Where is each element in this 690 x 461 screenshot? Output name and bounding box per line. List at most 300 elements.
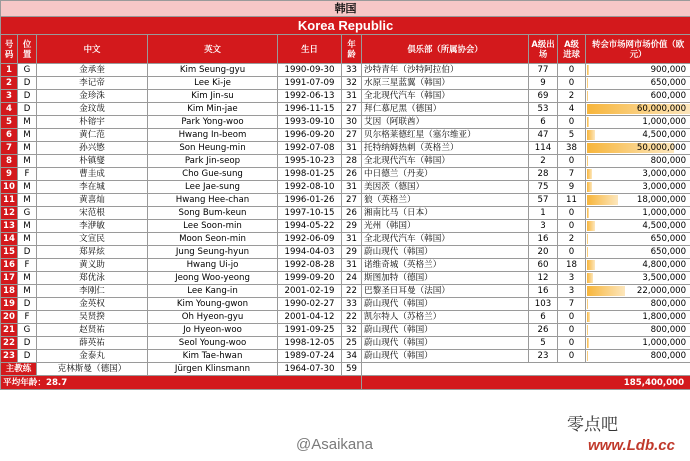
player-number: 2	[1, 77, 18, 90]
player-dob: 1989-07-24	[278, 350, 342, 363]
player-goals: 0	[558, 155, 586, 168]
player-row	[1, 285, 690, 298]
player-value	[586, 103, 690, 116]
player-en: Kim Seung-gyu	[148, 64, 278, 77]
weibo-watermark: @Asaikana	[296, 436, 373, 453]
header-cn: 中文	[37, 35, 148, 64]
player-dob: 1992-06-09	[278, 233, 342, 246]
player-row	[1, 324, 690, 337]
value-text: 650,000	[650, 247, 687, 257]
player-caps: 53	[529, 103, 558, 116]
player-value	[586, 194, 690, 207]
player-dob: 1990-02-27	[278, 298, 342, 311]
player-number: 16	[1, 259, 18, 272]
value-text: 4,500,000	[642, 221, 687, 231]
coach-blank	[362, 363, 690, 376]
player-pos: D	[18, 337, 37, 350]
player-dob: 1993-09-10	[278, 116, 342, 129]
player-age: 32	[342, 77, 362, 90]
header-row	[1, 35, 690, 64]
player-pos: M	[18, 116, 37, 129]
player-age: 22	[342, 311, 362, 324]
player-caps: 114	[529, 142, 558, 155]
header-dob: 生日	[278, 35, 342, 64]
value-text: 3,000,000	[642, 182, 687, 192]
player-age: 26	[342, 168, 362, 181]
player-number: 4	[1, 103, 18, 116]
value-bar	[587, 221, 595, 231]
value-text: 4,500,000	[642, 130, 687, 140]
player-caps: 47	[529, 129, 558, 142]
player-en: Park Yong-woo	[148, 116, 278, 129]
player-goals: 2	[558, 233, 586, 246]
player-caps: 6	[529, 116, 558, 129]
value-bar	[587, 91, 588, 101]
player-age: 31	[342, 233, 362, 246]
player-goals: 0	[558, 246, 586, 259]
value-text: 18,000,000	[636, 195, 687, 205]
value-bar	[587, 273, 593, 283]
player-club: 艾因（阿联酋）	[362, 116, 529, 129]
header-no: 号码	[1, 35, 18, 64]
player-dob: 2001-04-12	[278, 311, 342, 324]
player-dob: 1996-01-26	[278, 194, 342, 207]
total-value: 185,400,000	[362, 376, 690, 390]
value-text: 650,000	[650, 78, 687, 88]
player-pos: M	[18, 129, 37, 142]
player-row	[1, 77, 690, 90]
player-cn: 赵贤祐	[37, 324, 148, 337]
player-row	[1, 350, 690, 363]
player-cn: 金玟哉	[37, 103, 148, 116]
value-bar	[587, 182, 592, 192]
player-number: 15	[1, 246, 18, 259]
player-club: 拜仁慕尼黑（德国）	[362, 103, 529, 116]
player-pos: D	[18, 103, 37, 116]
player-club: 狼（英格兰）	[362, 194, 529, 207]
player-age: 27	[342, 194, 362, 207]
player-cn: 黄喜灿	[37, 194, 148, 207]
player-dob: 1992-07-08	[278, 142, 342, 155]
player-number: 10	[1, 181, 18, 194]
player-caps: 9	[529, 77, 558, 90]
player-goals: 3	[558, 285, 586, 298]
value-text: 1,800,000	[642, 312, 687, 322]
footer-row	[1, 376, 690, 390]
player-caps: 69	[529, 90, 558, 103]
value-text: 1,000,000	[642, 338, 687, 348]
player-value	[586, 90, 690, 103]
player-caps: 75	[529, 181, 558, 194]
player-caps: 1	[529, 207, 558, 220]
player-pos: D	[18, 77, 37, 90]
player-dob: 2001-02-19	[278, 285, 342, 298]
player-row	[1, 155, 690, 168]
header-goals: A级进球	[558, 35, 586, 64]
player-age: 24	[342, 272, 362, 285]
player-pos: D	[18, 350, 37, 363]
player-cn: 金承奎	[37, 64, 148, 77]
player-en: Lee Ki-je	[148, 77, 278, 90]
player-age: 34	[342, 350, 362, 363]
player-pos: G	[18, 207, 37, 220]
player-number: 14	[1, 233, 18, 246]
player-cn: 黄义助	[37, 259, 148, 272]
value-bar	[587, 325, 588, 335]
player-pos: D	[18, 246, 37, 259]
player-club: 光州（韩国）	[362, 220, 529, 233]
player-value	[586, 116, 690, 129]
value-bar	[587, 260, 595, 270]
player-en: Kim Tae-hwan	[148, 350, 278, 363]
player-dob: 1991-09-25	[278, 324, 342, 337]
player-age: 28	[342, 155, 362, 168]
player-value	[586, 324, 690, 337]
player-number: 6	[1, 129, 18, 142]
player-goals: 11	[558, 194, 586, 207]
player-caps: 16	[529, 233, 558, 246]
player-value	[586, 142, 690, 155]
value-bar	[587, 65, 589, 75]
value-bar	[587, 338, 589, 348]
player-number: 20	[1, 311, 18, 324]
player-number: 7	[1, 142, 18, 155]
player-value	[586, 233, 690, 246]
player-en: Kim Young-gwon	[148, 298, 278, 311]
player-value	[586, 350, 690, 363]
player-value	[586, 155, 690, 168]
coach-dob: 1964-07-30	[278, 363, 342, 376]
player-row	[1, 311, 690, 324]
player-row	[1, 129, 690, 142]
value-bar	[587, 78, 588, 88]
player-goals: 0	[558, 324, 586, 337]
player-age: 33	[342, 64, 362, 77]
header-age: 年龄	[342, 35, 362, 64]
player-value	[586, 272, 690, 285]
player-row	[1, 194, 690, 207]
player-caps: 60	[529, 259, 558, 272]
player-age: 32	[342, 324, 362, 337]
header-pos: 位置	[18, 35, 37, 64]
player-goals: 0	[558, 77, 586, 90]
player-number: 17	[1, 272, 18, 285]
coach-age: 59	[342, 363, 362, 376]
player-caps: 57	[529, 194, 558, 207]
player-number: 1	[1, 64, 18, 77]
player-value	[586, 168, 690, 181]
value-text: 50,000,000	[636, 143, 687, 153]
player-en: Hwang Hee-chan	[148, 194, 278, 207]
value-text: 800,000	[650, 156, 687, 166]
player-en: Hwang Ui-jo	[148, 259, 278, 272]
player-club: 湘南比马（日本）	[362, 207, 529, 220]
value-bar	[587, 208, 589, 218]
player-en: Kim Jin-su	[148, 90, 278, 103]
player-number: 9	[1, 168, 18, 181]
player-age: 33	[342, 298, 362, 311]
player-club: 美因茨（德国）	[362, 181, 529, 194]
player-number: 18	[1, 285, 18, 298]
player-goals: 3	[558, 272, 586, 285]
player-dob: 1992-06-13	[278, 90, 342, 103]
player-number: 23	[1, 350, 18, 363]
player-club: 诺维奇城（英格兰）	[362, 259, 529, 272]
player-dob: 1999-09-20	[278, 272, 342, 285]
player-cn: 金泰丸	[37, 350, 148, 363]
player-cn: 曹圭成	[37, 168, 148, 181]
player-pos: F	[18, 311, 37, 324]
player-cn: 李在城	[37, 181, 148, 194]
player-row	[1, 181, 690, 194]
player-club: 蔚山现代（韩国）	[362, 246, 529, 259]
player-row	[1, 207, 690, 220]
player-club: 贝尔格莱德红星（塞尔维亚）	[362, 129, 529, 142]
value-bar	[587, 195, 618, 205]
player-en: Son Heung-min	[148, 142, 278, 155]
player-cn: 金珍洙	[37, 90, 148, 103]
player-value	[586, 285, 690, 298]
value-text: 800,000	[650, 325, 687, 335]
value-bar	[587, 312, 590, 322]
player-caps: 77	[529, 64, 558, 77]
player-value	[586, 220, 690, 233]
player-age: 31	[342, 259, 362, 272]
player-row	[1, 298, 690, 311]
player-club: 蔚山现代（韩国）	[362, 324, 529, 337]
player-en: Cho Gue-sung	[148, 168, 278, 181]
player-goals: 0	[558, 64, 586, 77]
player-goals: 4	[558, 103, 586, 116]
player-age: 31	[342, 90, 362, 103]
player-club: 蔚山现代（韩国）	[362, 350, 529, 363]
player-caps: 28	[529, 168, 558, 181]
player-pos: M	[18, 155, 37, 168]
value-text: 1,000,000	[642, 208, 687, 218]
player-value	[586, 207, 690, 220]
player-cn: 薛英祐	[37, 337, 148, 350]
player-club: 凯尔特人（苏格兰）	[362, 311, 529, 324]
value-bar	[587, 156, 588, 166]
site-watermark-url: www.Ldb.cc	[588, 437, 675, 454]
player-club: 水原三星蓝翼（韩国）	[362, 77, 529, 90]
header-en: 英文	[148, 35, 278, 64]
player-cn: 孙兴慜	[37, 142, 148, 155]
value-text: 4,800,000	[642, 260, 687, 270]
player-caps: 26	[529, 324, 558, 337]
player-pos: M	[18, 194, 37, 207]
player-en: Jo Hyeon-woo	[148, 324, 278, 337]
player-age: 26	[342, 207, 362, 220]
player-row	[1, 64, 690, 77]
player-value	[586, 337, 690, 350]
player-row	[1, 233, 690, 246]
player-caps: 3	[529, 220, 558, 233]
player-goals: 5	[558, 129, 586, 142]
player-goals: 18	[558, 259, 586, 272]
coach-cn: 克林斯曼（德国）	[37, 363, 148, 376]
title-cn-row	[1, 1, 690, 17]
player-number: 22	[1, 337, 18, 350]
player-goals: 0	[558, 207, 586, 220]
value-text: 800,000	[650, 351, 687, 361]
title-cn: 韩国	[1, 1, 690, 17]
player-caps: 20	[529, 246, 558, 259]
player-value	[586, 64, 690, 77]
player-number: 12	[1, 207, 18, 220]
player-pos: M	[18, 285, 37, 298]
player-value	[586, 246, 690, 259]
player-number: 8	[1, 155, 18, 168]
player-age: 29	[342, 246, 362, 259]
player-cn: 黄仁范	[37, 129, 148, 142]
player-caps: 16	[529, 285, 558, 298]
player-dob: 1996-09-20	[278, 129, 342, 142]
value-bar	[587, 286, 625, 296]
player-value	[586, 181, 690, 194]
player-cn: 郑昇炫	[37, 246, 148, 259]
player-en: Moon Seon-min	[148, 233, 278, 246]
header-club: 俱乐部（所属协会）	[362, 35, 529, 64]
player-en: Jung Seung-hyun	[148, 246, 278, 259]
player-pos: M	[18, 142, 37, 155]
player-en: Lee Jae-sung	[148, 181, 278, 194]
player-age: 25	[342, 337, 362, 350]
player-number: 21	[1, 324, 18, 337]
coach-en: Jürgen Klinsmann	[148, 363, 278, 376]
value-bar	[587, 247, 588, 257]
player-en: Hwang In-beom	[148, 129, 278, 142]
player-goals: 38	[558, 142, 586, 155]
coach-row	[1, 363, 690, 376]
player-caps: 103	[529, 298, 558, 311]
player-club: 蔚山现代（韩国）	[362, 337, 529, 350]
player-value	[586, 77, 690, 90]
value-text: 650,000	[650, 234, 687, 244]
player-cn: 文宣民	[37, 233, 148, 246]
player-goals: 9	[558, 181, 586, 194]
player-number: 13	[1, 220, 18, 233]
value-text: 600,000	[650, 91, 687, 101]
player-age: 29	[342, 220, 362, 233]
player-dob: 1995-10-23	[278, 155, 342, 168]
value-bar	[587, 299, 588, 309]
player-en: Lee Kang-in	[148, 285, 278, 298]
player-pos: M	[18, 220, 37, 233]
player-row	[1, 142, 690, 155]
player-pos: M	[18, 233, 37, 246]
player-dob: 1991-07-09	[278, 77, 342, 90]
player-caps: 12	[529, 272, 558, 285]
player-cn: 朴镕宇	[37, 116, 148, 129]
player-dob: 1998-12-05	[278, 337, 342, 350]
player-value	[586, 259, 690, 272]
player-row	[1, 220, 690, 233]
player-dob: 1994-05-22	[278, 220, 342, 233]
player-dob: 1992-08-10	[278, 181, 342, 194]
title-en-row	[1, 17, 690, 35]
player-club: 沙特青年（沙特阿拉伯）	[362, 64, 529, 77]
player-en: Park Jin-seop	[148, 155, 278, 168]
player-caps: 5	[529, 337, 558, 350]
player-en: Seol Young-woo	[148, 337, 278, 350]
player-goals: 2	[558, 90, 586, 103]
player-age: 30	[342, 116, 362, 129]
player-pos: G	[18, 324, 37, 337]
player-row	[1, 272, 690, 285]
player-caps: 23	[529, 350, 558, 363]
player-pos: F	[18, 259, 37, 272]
player-en: Jeong Woo-yeong	[148, 272, 278, 285]
player-club: 巴黎圣日耳曼（法国）	[362, 285, 529, 298]
player-goals: 0	[558, 337, 586, 350]
player-dob: 1992-08-28	[278, 259, 342, 272]
player-pos: M	[18, 181, 37, 194]
site-watermark-cn: 零点吧	[567, 415, 618, 435]
player-row	[1, 337, 690, 350]
player-dob: 1994-04-03	[278, 246, 342, 259]
player-cn: 李洢敏	[37, 220, 148, 233]
player-row	[1, 116, 690, 129]
player-age: 27	[342, 103, 362, 116]
player-goals: 0	[558, 311, 586, 324]
player-dob: 1997-10-15	[278, 207, 342, 220]
value-bar	[587, 351, 588, 361]
player-row	[1, 246, 690, 259]
player-club: 蔚山现代（韩国）	[362, 298, 529, 311]
value-text: 22,000,000	[636, 286, 687, 296]
player-age: 27	[342, 129, 362, 142]
player-cn: 李刚仁	[37, 285, 148, 298]
player-age: 31	[342, 142, 362, 155]
player-value	[586, 311, 690, 324]
value-bar	[587, 234, 588, 244]
player-cn: 吴贤揆	[37, 311, 148, 324]
header-value: 转会市场网市场价值（欧元）	[586, 35, 690, 64]
player-cn: 金英权	[37, 298, 148, 311]
player-cn: 宋范根	[37, 207, 148, 220]
value-text: 800,000	[650, 299, 687, 309]
title-en: Korea Republic	[1, 17, 690, 35]
player-club: 托特纳姆热刺（英格兰）	[362, 142, 529, 155]
player-caps: 6	[529, 311, 558, 324]
player-club: 中日德兰（丹麦）	[362, 168, 529, 181]
value-bar	[587, 169, 592, 179]
value-text: 3,000,000	[642, 169, 687, 179]
player-goals: 7	[558, 168, 586, 181]
player-club: 全北现代汽车（韩国）	[362, 90, 529, 103]
player-row	[1, 103, 690, 116]
player-pos: D	[18, 90, 37, 103]
player-number: 11	[1, 194, 18, 207]
value-text: 60,000,000	[636, 104, 687, 114]
player-dob: 1996-11-15	[278, 103, 342, 116]
player-value	[586, 129, 690, 142]
player-goals: 7	[558, 298, 586, 311]
value-bar	[587, 117, 589, 127]
player-dob: 1998-01-25	[278, 168, 342, 181]
player-row	[1, 90, 690, 103]
value-text: 900,000	[650, 65, 687, 75]
player-goals: 0	[558, 220, 586, 233]
player-en: Oh Hyeon-gyu	[148, 311, 278, 324]
player-number: 5	[1, 116, 18, 129]
value-text: 3,500,000	[642, 273, 687, 283]
player-cn: 郑优泳	[37, 272, 148, 285]
player-age: 22	[342, 285, 362, 298]
player-club: 全北现代汽车（韩国）	[362, 155, 529, 168]
player-goals: 0	[558, 350, 586, 363]
